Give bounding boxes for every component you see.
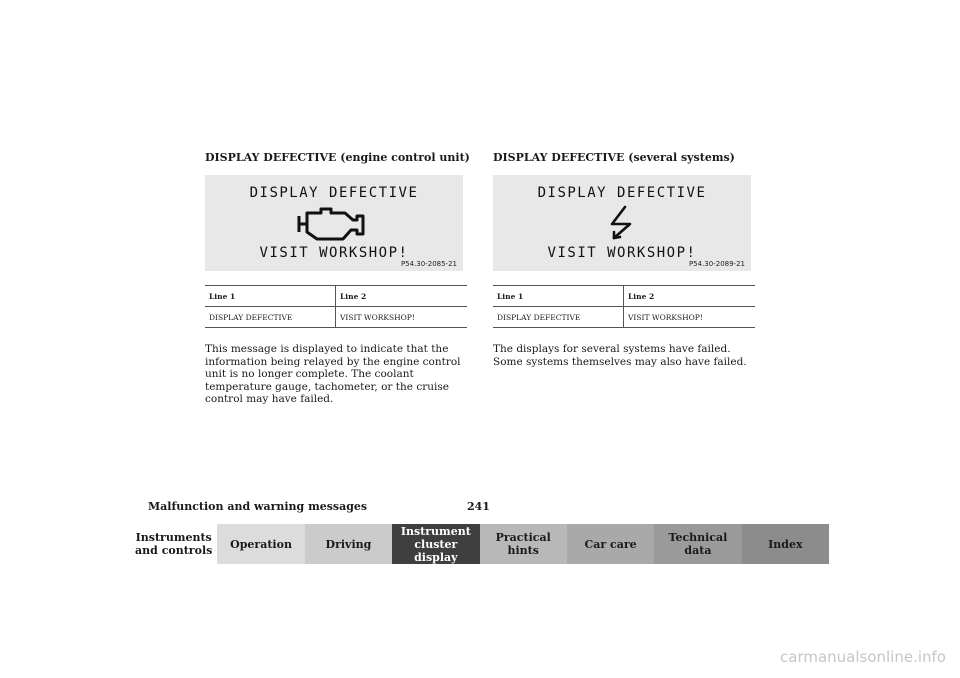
section-several-systems <box>493 151 755 368</box>
display-line-1: DISPLAY DEFECTIVE <box>537 185 707 201</box>
tab-label: Index <box>768 537 803 551</box>
table-header-cell: Line 1 <box>205 286 336 307</box>
table-header-row <box>205 286 467 307</box>
message-table <box>493 285 755 328</box>
tab-driving[interactable] <box>305 524 392 564</box>
display-line-1: DISPLAY DEFECTIVE <box>249 185 419 201</box>
tab-label: Car care <box>584 537 637 551</box>
figure-code: P54.30-2089-21 <box>688 260 745 268</box>
tab-technical-data[interactable] <box>654 524 741 564</box>
lightning-bolt-icon <box>493 204 751 244</box>
table-header-cell: Line 2 <box>624 286 756 307</box>
section-name: Malfunction and warning messages <box>148 500 368 513</box>
tab-label: Instruments and controls <box>135 531 213 557</box>
tab-instruments-and-controls[interactable] <box>130 524 217 564</box>
display-line-2: VISIT WORKSHOP! <box>547 245 697 261</box>
table-cell: VISIT WORKSHOP! <box>336 307 468 328</box>
table-header-cell: Line 1 <box>493 286 624 307</box>
table-cell: VISIT WORKSHOP! <box>624 307 756 328</box>
table-cell: DISPLAY DEFECTIVE <box>205 307 336 328</box>
tab-instrument-cluster-display[interactable] <box>392 524 479 564</box>
page-footer-header <box>0 500 960 518</box>
tab-label: Driving <box>325 537 372 551</box>
tab-index[interactable] <box>742 524 829 564</box>
table-row <box>493 307 755 328</box>
message-table <box>205 285 467 328</box>
table-header-cell: Line 2 <box>336 286 468 307</box>
tab-operation[interactable] <box>217 524 304 564</box>
tab-label: Operation <box>230 537 292 551</box>
tab-car-care[interactable] <box>567 524 654 564</box>
tab-label: Technical data <box>668 531 728 557</box>
body-text: This message is displayed to indicate that the information being relayed by the engine control unit is no longer complete. The coolant temperature gauge, tachometer, or the cruise control may have failed. <box>205 343 461 405</box>
section-title: DISPLAY DEFECTIVE (engine control unit) <box>205 151 470 164</box>
display-line-2: VISIT WORKSHOP! <box>259 245 409 261</box>
table-row <box>205 307 467 328</box>
watermark: carmanualsonline.info <box>780 648 946 666</box>
page-number: 241 <box>467 500 490 513</box>
display-illustration <box>493 175 751 271</box>
chapter-nav-bar <box>130 524 829 564</box>
display-illustration <box>205 175 463 271</box>
tab-label: Practical hints <box>495 531 551 557</box>
section-title: DISPLAY DEFECTIVE (several systems) <box>493 151 735 164</box>
table-cell: DISPLAY DEFECTIVE <box>493 307 624 328</box>
figure-code: P54.30-2085-21 <box>400 260 457 268</box>
table-header-row <box>493 286 755 307</box>
body-text: The displays for several systems have failed. Some systems themselves may also have failed. <box>493 343 747 368</box>
section-engine-control-unit <box>205 151 470 406</box>
tab-practical-hints[interactable] <box>480 524 567 564</box>
engine-check-icon <box>205 204 463 244</box>
tab-label: Instrument cluster display <box>400 524 471 564</box>
